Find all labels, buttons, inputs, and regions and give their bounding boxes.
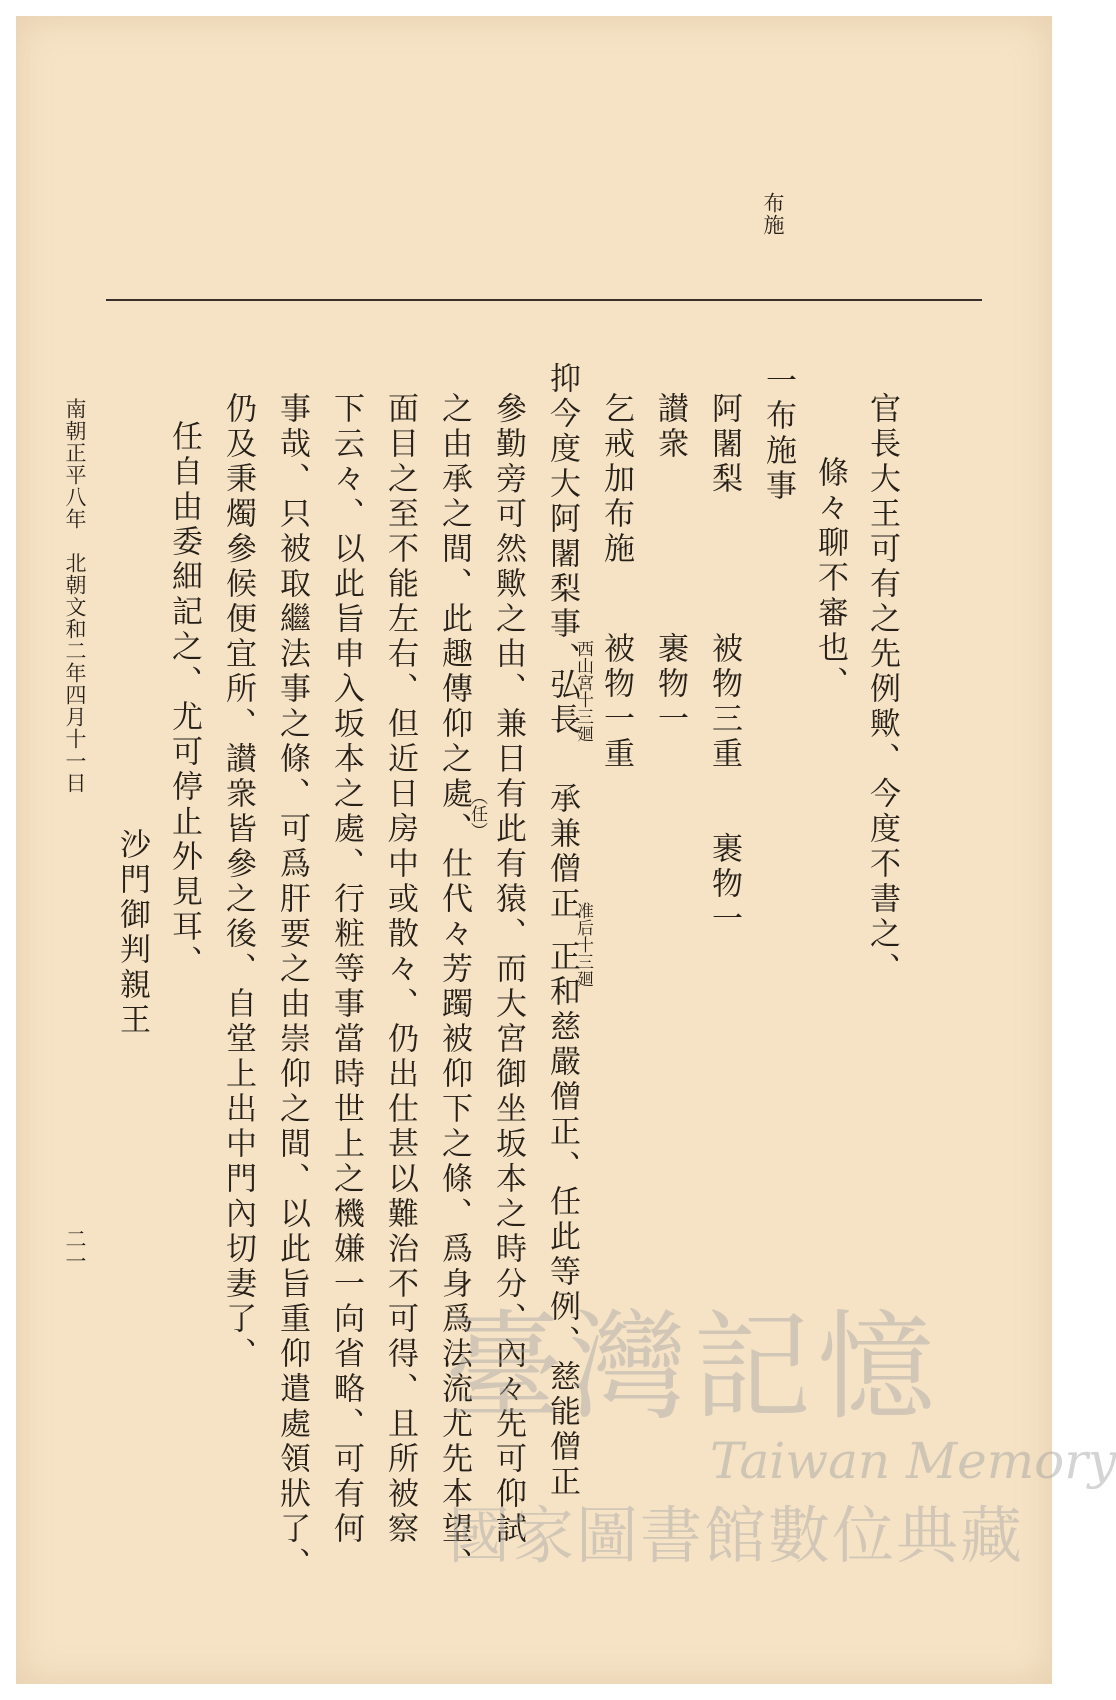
header-rule [106, 299, 982, 301]
text-column-7d: 正和慈嚴僧正、任此等例、慈能僧正 [544, 940, 580, 1500]
text-column-4: 阿闍梨 [706, 392, 742, 497]
text-column-7c: 承兼僧正 [544, 782, 580, 922]
text-column-7b: 弘長 [544, 668, 580, 738]
text-column-11: 下云々、以此旨申入坂本之處、行粧等事當時世上之機嫌一向省略、可有何 [328, 392, 364, 1547]
text-column-3: 一布施事 [760, 364, 796, 504]
text-column-13: 仍及秉燭參候便宜所、讃衆皆參之後、自堂上出中門內切妻了、 [220, 392, 256, 1372]
text-column-12: 事哉、只被取繼法事之條、可爲肝要之由崇仰之間、以此旨重仰遣處領狀了、 [274, 392, 310, 1582]
watermark-library: 國家圖書館數位典藏 [448, 1499, 1025, 1572]
text-column-2: 條々聊不審也、 [812, 456, 848, 701]
text-column-1: 官長大王可有之先例歟、今度不書之、 [864, 392, 900, 987]
text-column-6: 乞戒加布施 [598, 392, 634, 567]
text-column-8: 參勤旁可然歟之由、兼日有此有猿、而大宮御坐坂本之時分、內々先可仰試 [490, 392, 526, 1547]
text-column-5b: 裹物一 [652, 632, 688, 737]
text-column-7: 抑今度大阿闍梨事、 [544, 362, 580, 677]
text-column-10: 面目之至不能左右、但近日房中或散々、仍出仕甚以難治不可得、且所被察 [382, 392, 418, 1547]
text-column-4b: 被物三重 [706, 632, 742, 772]
section-header: 布施 [761, 192, 785, 236]
annotation-jugo: 准后十三廻 [573, 902, 593, 987]
signature-column: 沙門御判親王 [114, 828, 150, 1038]
footer-date: 南朝正平八年 北朝文和二年四月十一日 [63, 398, 87, 794]
page-number: 二一 [63, 1228, 87, 1272]
text-column-9: 之由承之間、此趣傳仰之處、仕代々芳躅被仰下之條、爲身爲法流尤先本望、 [436, 392, 472, 1582]
text-column-14: 任自由委細記之、尤可停止外見耳、 [166, 420, 202, 980]
text-column-6b: 被物一重 [598, 632, 634, 772]
watermark-english: Taiwan Memory [710, 1432, 1116, 1490]
annotation-nin: （任） [467, 788, 487, 839]
watermark-brand: 臺灣記憶 [445, 1298, 942, 1436]
text-column-5: 讃衆 [652, 392, 688, 462]
text-column-4c: 裹物一 [706, 832, 742, 937]
annotation-nishiyama: 西山宮十三廻 [573, 640, 593, 742]
